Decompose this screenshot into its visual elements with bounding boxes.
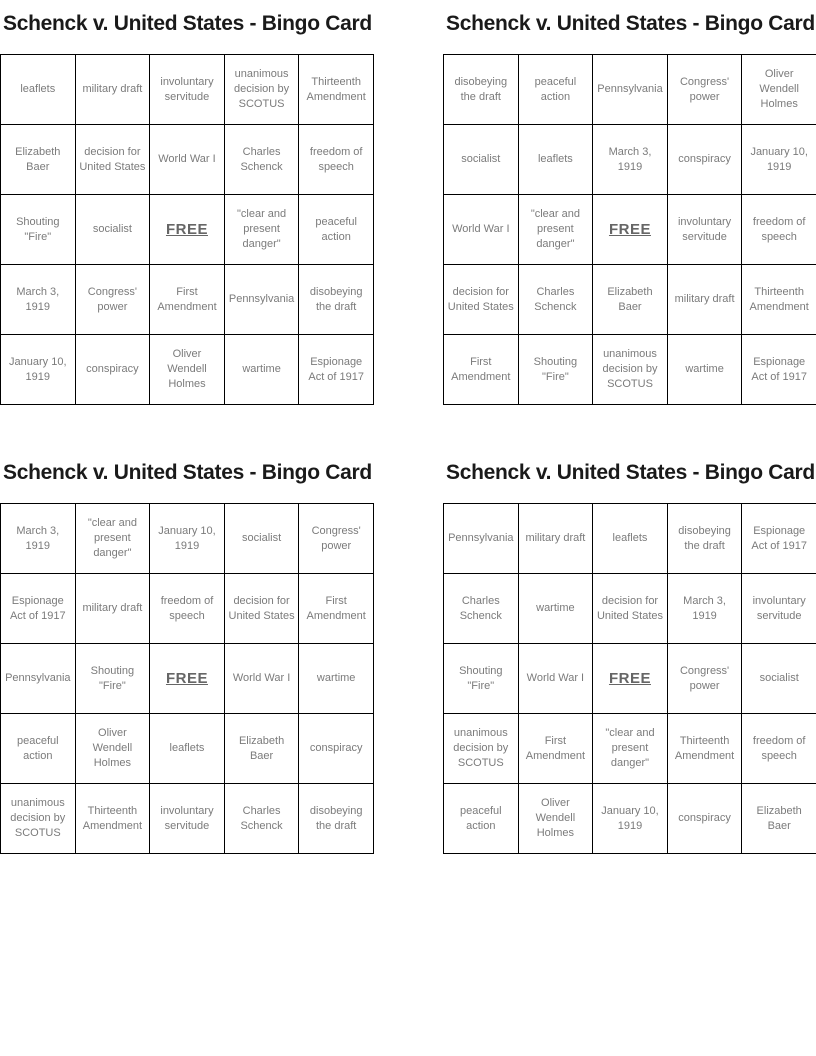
bingo-row [444,55,816,125]
bingo-row [444,335,816,405]
card-title: Schenck v. United States - Bingo Card [446,12,815,35]
bingo-cell: leaflets [593,504,668,574]
bingo-cell: involuntary servitude [150,784,225,854]
bingo-cell: Oliver Wendell Holmes [518,784,593,854]
bingo-cell: peaceful action [518,55,593,125]
bingo-cell: involuntary servitude [667,195,742,265]
bingo-cell: decision for United States [224,574,299,644]
bingo-cell: peaceful action [1,714,76,784]
bingo-cell: Charles Schenck [518,265,593,335]
bingo-row [1,504,374,574]
bingo-cell: socialist [444,125,519,195]
bingo-cell: military draft [667,265,742,335]
bingo-row [444,195,816,265]
bingo-cell: disobeying the draft [667,504,742,574]
bingo-cell: Espionage Act of 1917 [742,335,816,405]
bingo-cell: World War I [224,644,299,714]
bingo-cell: conspiracy [75,335,150,405]
bingo-cell: Oliver Wendell Holmes [742,55,816,125]
bingo-card [0,459,374,854]
bingo-card [0,10,374,405]
bingo-cell: Pennsylvania [224,265,299,335]
bingo-cell: Espionage Act of 1917 [1,574,76,644]
bingo-row [1,265,374,335]
bingo-cell: "clear and present danger" [224,195,299,265]
bingo-cell: First Amendment [518,714,593,784]
bingo-cell: involuntary servitude [150,55,225,125]
bingo-cell: unanimous decision by SCOTUS [224,55,299,125]
bingo-cell: Oliver Wendell Holmes [150,335,225,405]
bingo-row [1,714,374,784]
bingo-cell: "clear and present danger" [593,714,668,784]
bingo-grid [443,503,816,854]
bingo-grid-body [1,504,374,854]
bingo-cell: Congress' power [75,265,150,335]
bingo-cell: January 10, 1919 [1,335,76,405]
bingo-cell: Elizabeth Baer [1,125,76,195]
card-title: Schenck v. United States - Bingo Card [3,461,372,484]
bingo-cell: Charles Schenck [444,574,519,644]
bingo-cell: Congress' power [299,504,374,574]
bingo-cell: conspiracy [667,784,742,854]
bingo-cell: March 3, 1919 [1,504,76,574]
bingo-row [444,714,816,784]
bingo-row [1,55,374,125]
bingo-card [443,459,816,854]
bingo-cell: Elizabeth Baer [742,784,816,854]
bingo-row [444,265,816,335]
bingo-cell: disobeying the draft [444,55,519,125]
card-title: Schenck v. United States - Bingo Card [446,461,815,484]
bingo-cell: Pennsylvania [1,644,76,714]
bingo-cell: socialist [224,504,299,574]
bingo-cell: Thirteenth Amendment [299,55,374,125]
bingo-row [444,574,816,644]
free-cell: FREE [150,644,225,714]
bingo-cell: First Amendment [444,335,519,405]
bingo-cell: peaceful action [299,195,374,265]
bingo-cell: Pennsylvania [593,55,668,125]
bingo-cell: wartime [667,335,742,405]
bingo-cell: freedom of speech [299,125,374,195]
bingo-cell: Thirteenth Amendment [742,265,816,335]
bingo-row [1,125,374,195]
bingo-cell: unanimous decision by SCOTUS [444,714,519,784]
bingo-cell: military draft [518,504,593,574]
bingo-row [1,335,374,405]
bingo-row [444,784,816,854]
bingo-cell: decision for United States [75,125,150,195]
bingo-cell: Espionage Act of 1917 [742,504,816,574]
bingo-cell: unanimous decision by SCOTUS [1,784,76,854]
bingo-row [1,195,374,265]
bingo-grid [0,54,374,405]
bingo-grid [443,54,816,405]
bingo-cell: military draft [75,574,150,644]
bingo-cell: freedom of speech [742,714,816,784]
bingo-cell: leaflets [150,714,225,784]
free-cell: FREE [150,195,225,265]
bingo-cell: leaflets [1,55,76,125]
bingo-cell: Thirteenth Amendment [75,784,150,854]
bingo-cell: conspiracy [667,125,742,195]
bingo-card [443,10,816,405]
bingo-cell: Pennsylvania [444,504,519,574]
bingo-cell: March 3, 1919 [1,265,76,335]
bingo-cell: freedom of speech [742,195,816,265]
bingo-cell: World War I [150,125,225,195]
bingo-cell: World War I [518,644,593,714]
bingo-cell: decision for United States [593,574,668,644]
bingo-grid-body [1,55,374,405]
bingo-cell: Espionage Act of 1917 [299,335,374,405]
bingo-row [1,644,374,714]
bingo-row [444,504,816,574]
bingo-cell: socialist [742,644,816,714]
bingo-cell: freedom of speech [150,574,225,644]
bingo-grid-body [444,504,816,854]
bingo-cell: wartime [224,335,299,405]
free-cell: FREE [593,195,668,265]
bingo-cell: wartime [299,644,374,714]
bingo-cell: Elizabeth Baer [224,714,299,784]
bingo-cell: Shouting "Fire" [444,644,519,714]
bingo-cell: conspiracy [299,714,374,784]
bingo-row [444,125,816,195]
bingo-cell: wartime [518,574,593,644]
bingo-cell: January 10, 1919 [593,784,668,854]
bingo-grid [0,503,374,854]
bingo-cell: peaceful action [444,784,519,854]
bingo-cell: Charles Schenck [224,784,299,854]
bingo-cell: decision for United States [444,265,519,335]
bingo-cell: Oliver Wendell Holmes [75,714,150,784]
bingo-cell: Shouting "Fire" [1,195,76,265]
bingo-cell: socialist [75,195,150,265]
bingo-cell: unanimous decision by SCOTUS [593,335,668,405]
bingo-cell: "clear and present danger" [75,504,150,574]
bingo-cell: leaflets [518,125,593,195]
bingo-cell: military draft [75,55,150,125]
bingo-cell: Elizabeth Baer [593,265,668,335]
free-cell: FREE [593,644,668,714]
bingo-cell: Charles Schenck [224,125,299,195]
bingo-cell: disobeying the draft [299,265,374,335]
bingo-cell: Shouting "Fire" [518,335,593,405]
bingo-grid-body [444,55,816,405]
bingo-row [1,574,374,644]
bingo-cell: January 10, 1919 [150,504,225,574]
bingo-cell: January 10, 1919 [742,125,816,195]
bingo-cell: involuntary servitude [742,574,816,644]
bingo-cell: World War I [444,195,519,265]
bingo-cell: March 3, 1919 [667,574,742,644]
bingo-cell: First Amendment [299,574,374,644]
bingo-cell: Thirteenth Amendment [667,714,742,784]
bingo-cell: "clear and present danger" [518,195,593,265]
bingo-cell: Congress' power [667,644,742,714]
bingo-row [1,784,374,854]
bingo-cell: disobeying the draft [299,784,374,854]
bingo-row [444,644,816,714]
bingo-cell: Shouting "Fire" [75,644,150,714]
bingo-cell: Congress' power [667,55,742,125]
card-title: Schenck v. United States - Bingo Card [3,12,372,35]
bingo-cell: March 3, 1919 [593,125,668,195]
bingo-cell: First Amendment [150,265,225,335]
